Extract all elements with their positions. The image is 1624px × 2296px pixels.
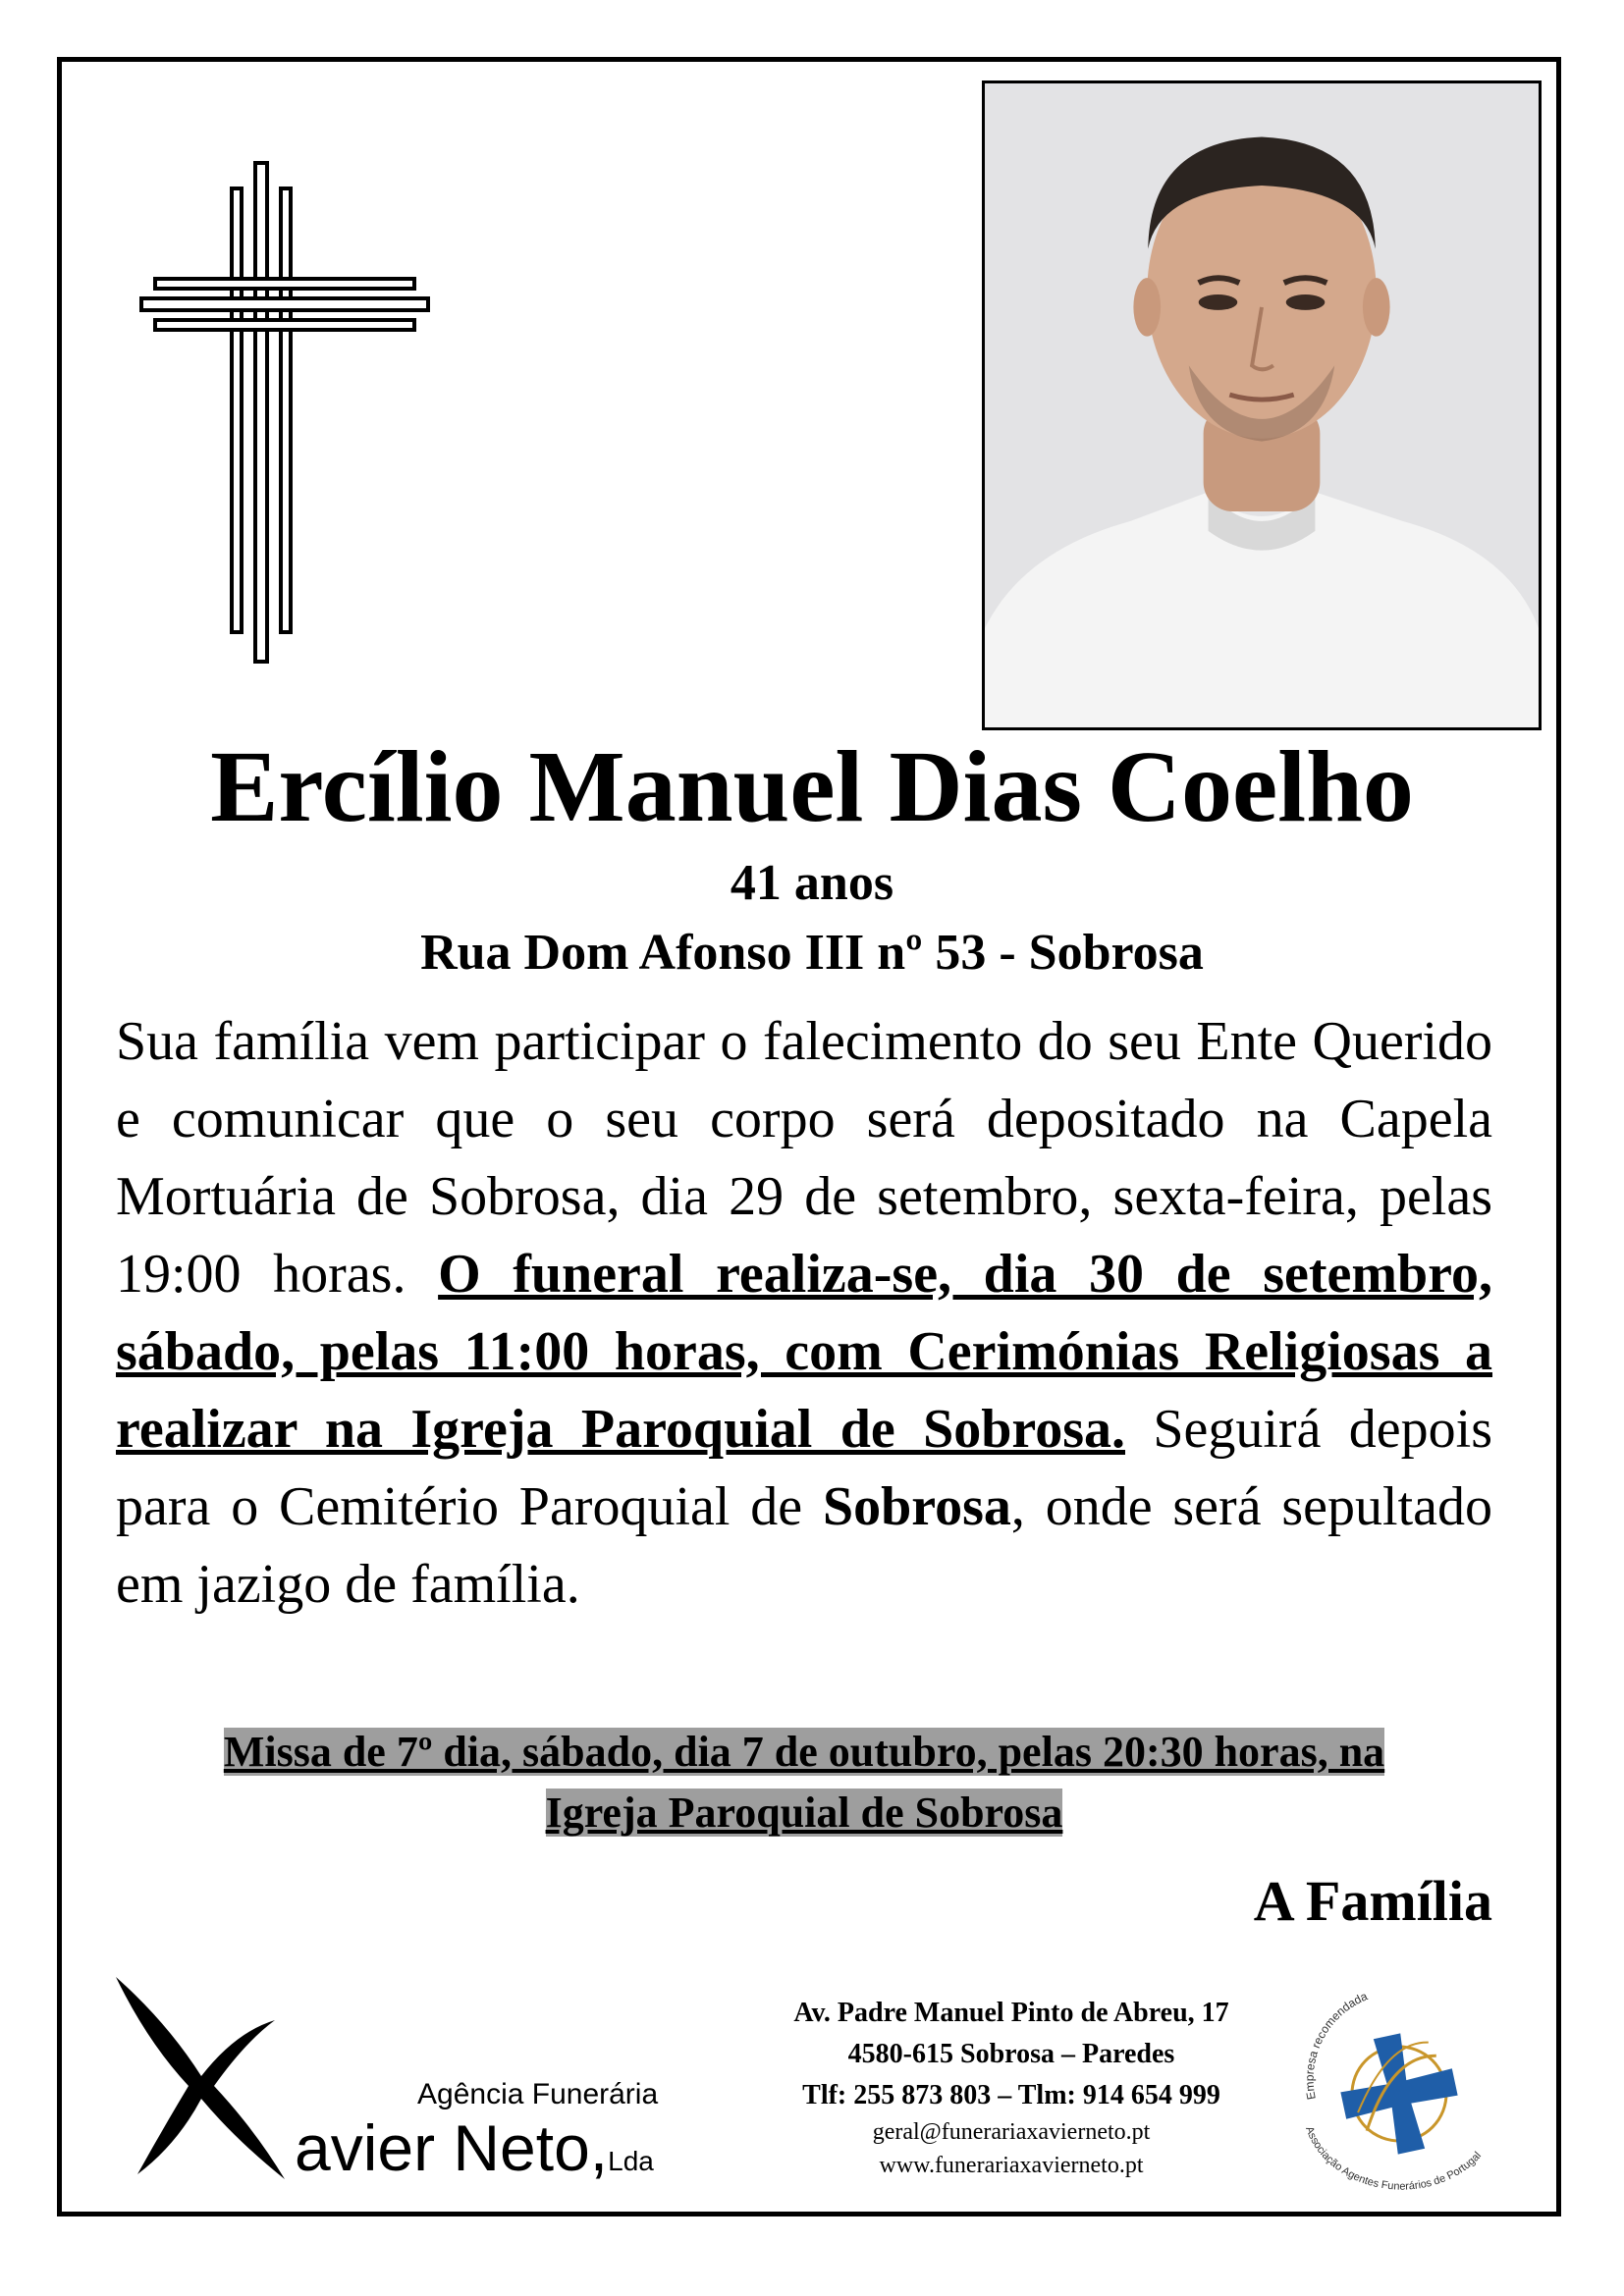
family-signoff: A Família xyxy=(1253,1869,1492,1933)
deceased-address: Rua Dom Afonso III nº 53 - Sobrosa xyxy=(420,925,1204,981)
agency-email: geral@funerariaxavierneto.pt xyxy=(872,2119,1151,2145)
funeral-details: O funeral realiza-se, dia 30 de setembro, sábado, pelas 11:00 horas, com Cerimónias Religiosas a realizar na Igreja Paroquial de Sobrosa. xyxy=(116,1244,1492,1460)
agency-address-line-2: 4580-615 Sobrosa – Paredes xyxy=(847,2039,1175,2069)
burial-suffix: , onde será sepultado em jazigo de família. xyxy=(116,1476,1492,1615)
badge-top-text: Empresa recomendada xyxy=(1302,1991,1370,2102)
svg-text:Empresa recomendada xyxy=(1303,1991,1370,2101)
svg-text:Associação Agentes Funerários xyxy=(1303,2125,1484,2193)
mass-notice xyxy=(116,1722,1492,1843)
burial-prefix: Seguirá depois para o Cemitério Paroquial de xyxy=(116,1399,1492,1537)
mass-line-2: Igreja Paroquial de Sobrosa xyxy=(545,1789,1063,1837)
agency-address-line-1: Av. Padre Manuel Pinto de Abreu, 17 xyxy=(793,1998,1229,2028)
agency-web xyxy=(756,2115,1267,2182)
agency-contact xyxy=(756,1993,1267,2116)
x-butterfly-logo xyxy=(108,1973,304,2189)
badge-bottom-text: Associação Agentes Funerários de Portugal xyxy=(1303,2124,1485,2193)
portrait-photo xyxy=(982,80,1542,730)
announcement-intro: Sua família vem participar o falecimento do seu Ente Querido e comunicar que o seu corpo será depositado na Capela Mortuária de Sobrosa, dia 29 de setembro, sexta-feira, pelas 19:00 horas. xyxy=(116,1011,1492,1305)
deceased-age: 41 anos xyxy=(730,855,894,911)
association-cross-badge xyxy=(1286,1991,1512,2197)
agency-name xyxy=(295,2109,654,2201)
burial-place: Sobrosa xyxy=(822,1476,1011,1537)
deceased-name: Ercílio Manuel Dias Coelho xyxy=(210,730,1414,843)
agency-name-text: avier Neto, xyxy=(295,2111,609,2184)
agency-website: www.funerariaxavierneto.pt xyxy=(879,2153,1144,2178)
mass-line-1: Missa de 7º dia, sábado, dia 7 de outubro, pelas 20:30 horas, na xyxy=(223,1728,1385,1776)
agency-suffix: Lda xyxy=(608,2146,654,2176)
announcement-text xyxy=(116,1003,1492,1624)
agency-phones: Tlf: 255 873 803 – Tlm: 914 654 999 xyxy=(802,2080,1220,2110)
latin-cross-icon xyxy=(137,157,432,667)
agency-subtitle: Agência Funerária xyxy=(417,2078,659,2110)
